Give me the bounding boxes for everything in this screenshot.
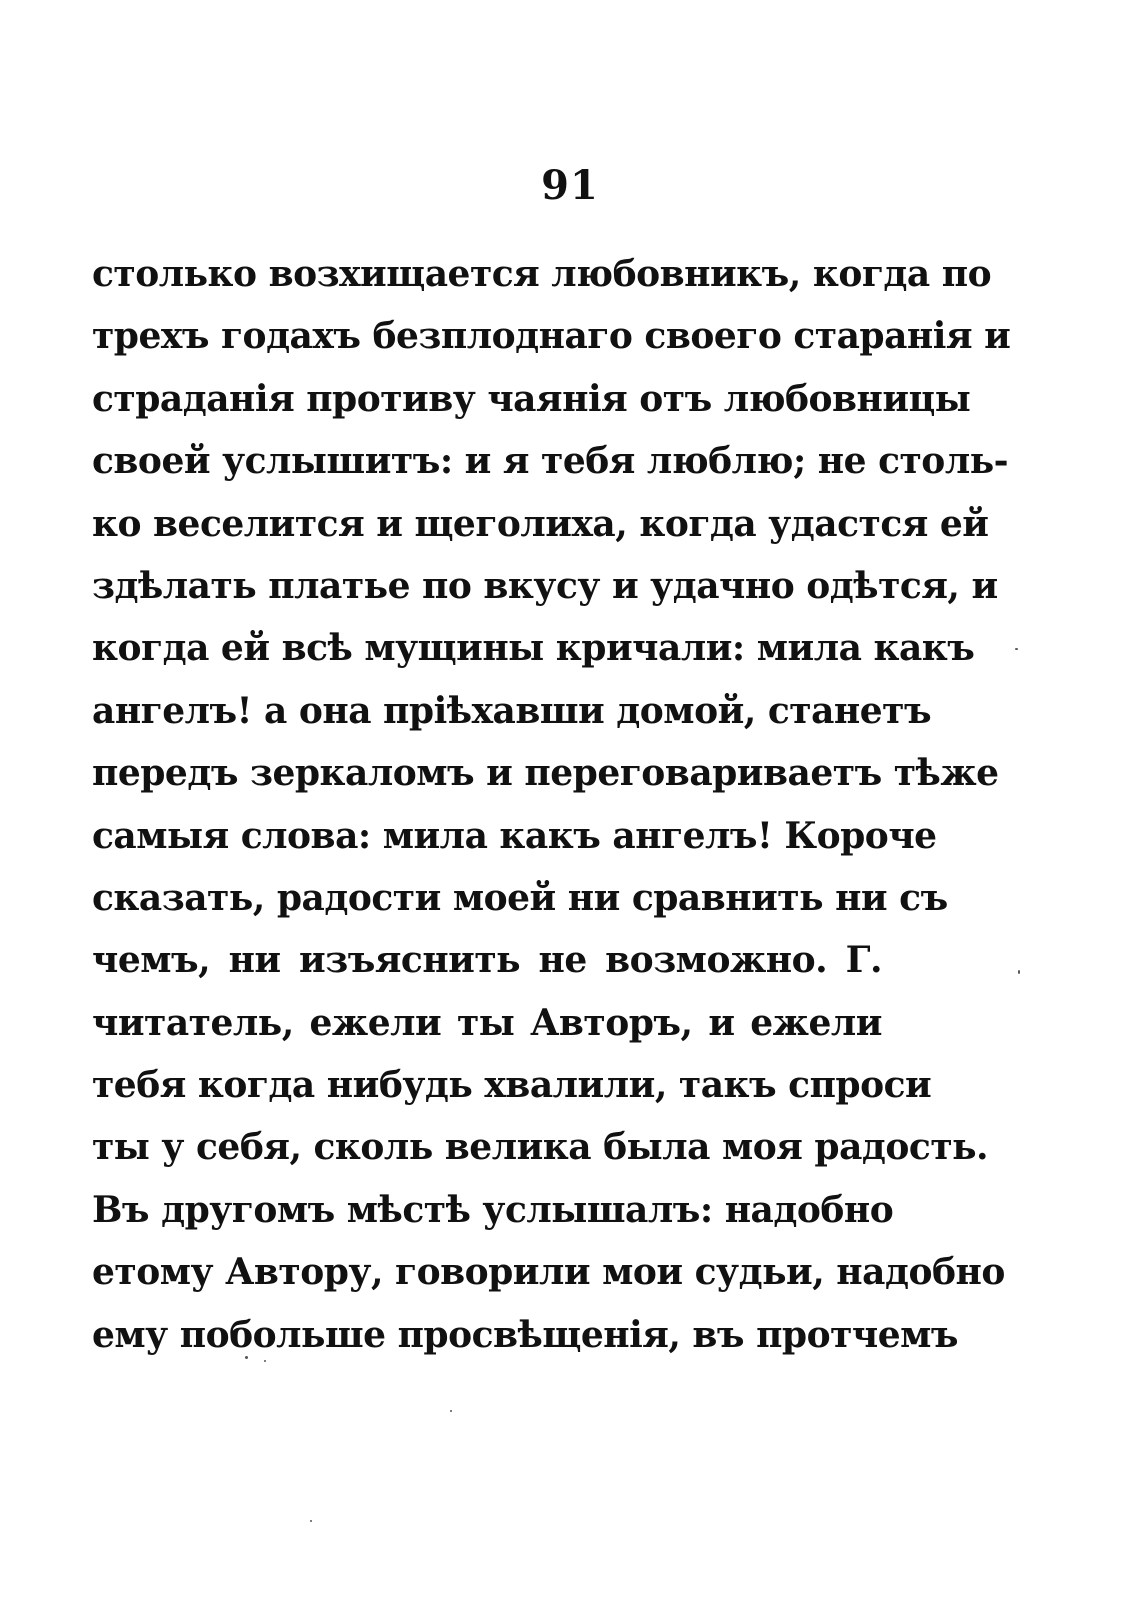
text-line: когда ей всѣ мущины кричали: мила какъ <box>92 627 975 670</box>
scan-speck <box>245 1356 248 1359</box>
text-line: етому Автору, говорили мои судьи, надобно <box>92 1251 1005 1294</box>
text-line: передъ зеркаломъ и переговариваетъ тѣже <box>92 752 999 795</box>
text-line: самыя слова: мила какъ ангелъ! Короче <box>92 814 937 857</box>
text-line: ко веселится и щеголиха, когда удастся ей <box>92 502 989 545</box>
scan-speck <box>310 1520 312 1522</box>
text-line: трехъ годахъ безплоднаго своего старанія и <box>92 315 1011 358</box>
scan-speck <box>1018 970 1020 974</box>
text-line: страданія противу чаянія отъ любовницы <box>92 377 971 420</box>
text-line: читатель, ежели ты Авторъ, и ежели <box>92 1001 882 1044</box>
text-line: сказать, радости моей ни сравнить ни съ <box>92 876 948 919</box>
scan-speck <box>264 1360 266 1362</box>
text-line: ему побольше просвѣщенія, въ протчемъ <box>92 1313 959 1356</box>
text-line: Въ другомъ мѣстѣ услышалъ: надобно <box>92 1188 894 1231</box>
text-line: чемъ, ни изъяснить не возможно. Г. <box>92 939 882 982</box>
page-number: 91 <box>541 162 599 209</box>
text-line: столько возхищается любовникъ, когда по <box>92 253 992 295</box>
text-line: ангелъ! а она пріѣхавши домой, станетъ <box>92 689 932 732</box>
text-line: здѣлать платье по вкусу и удачно одѣтся, и <box>92 564 998 607</box>
scan-speck <box>1015 648 1018 650</box>
page-text <box>92 243 1011 1366</box>
scan-speck <box>450 1410 452 1412</box>
text-line: тебя когда нибудь хвалили, такъ спроси <box>92 1064 932 1107</box>
text-line: ты у себя, сколь велика была моя радость. <box>92 1126 989 1169</box>
text-line: своей услышитъ: и я тебя люблю; не столь- <box>92 440 1009 483</box>
